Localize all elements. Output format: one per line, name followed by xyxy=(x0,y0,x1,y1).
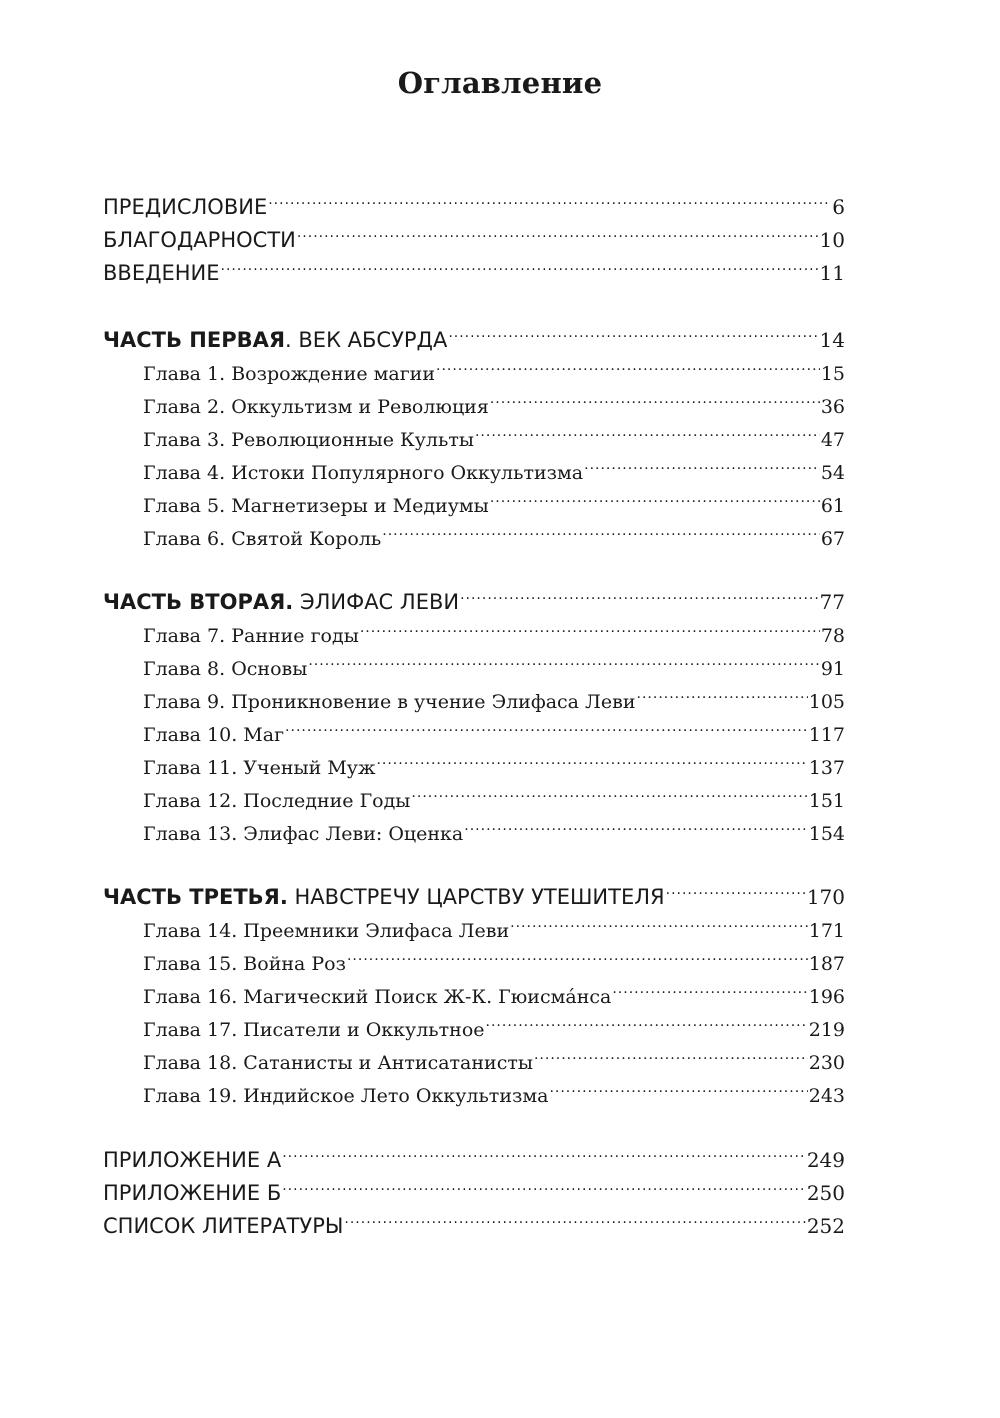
toc-entry-appendix-b[interactable] xyxy=(103,1167,845,1205)
toc-chapter-18[interactable] xyxy=(103,1036,845,1074)
toc-entry-page: 230 xyxy=(808,1052,845,1074)
dot-leader xyxy=(297,214,819,247)
toc-entry-page: 243 xyxy=(808,1085,845,1107)
toc-entry-label: БЛАГОДАРНОСТИ xyxy=(103,228,296,252)
dot-leader xyxy=(347,937,808,970)
toc-chapter-10[interactable] xyxy=(103,708,845,746)
toc-chapter-11[interactable] xyxy=(103,741,845,779)
toc-entry-label: ПРИЛОЖЕНИЕ А xyxy=(103,1148,282,1172)
dot-leader xyxy=(464,807,807,840)
toc-chapter-9[interactable] xyxy=(103,675,845,713)
toc-entry-page: 187 xyxy=(808,953,845,975)
toc-chapter-13[interactable] xyxy=(103,807,845,845)
toc-chapter-4[interactable] xyxy=(103,446,845,484)
dot-leader xyxy=(637,675,808,708)
toc-entry-label: ПРЕДИСЛОВИЕ xyxy=(103,195,268,219)
toc-entry-page: 11 xyxy=(819,261,845,285)
dot-leader xyxy=(666,871,806,904)
toc-part-heading[interactable] xyxy=(103,576,845,614)
part-label: ЧАСТЬ ВТОРАЯ. xyxy=(103,590,294,614)
toc-entry-page: 250 xyxy=(806,1181,845,1205)
dot-leader xyxy=(268,181,831,214)
toc-entry-page: 77 xyxy=(819,590,845,614)
toc-entry-bibliography[interactable] xyxy=(103,1200,845,1238)
toc-entry-page: 54 xyxy=(820,462,845,484)
toc-chapter-1[interactable] xyxy=(103,347,845,385)
dot-leader xyxy=(612,970,807,1003)
dot-leader xyxy=(285,708,808,741)
toc-entry-label: Глава 5. Магнетизеры и Медиумы xyxy=(143,495,489,517)
dot-leader xyxy=(308,642,819,675)
dot-leader xyxy=(448,314,818,347)
toc-entry-page: 196 xyxy=(808,986,845,1008)
toc-entry-label: Глава 2. Оккультизм и Революция xyxy=(143,396,489,418)
toc-entry-label: Глава 14. Преемники Элифаса Леви xyxy=(143,920,510,942)
dot-leader xyxy=(360,609,820,642)
toc-entry-label: Глава 1. Возрождение магии xyxy=(143,363,435,385)
dot-leader xyxy=(490,380,820,413)
toc-entry-page: 47 xyxy=(820,429,845,451)
dot-leader xyxy=(490,479,820,512)
toc-part-1 xyxy=(103,314,845,550)
part-title: ВЕК АБСУРДА xyxy=(298,328,448,352)
toc-chapter-3[interactable] xyxy=(103,413,845,451)
part-title: НАВСТРЕЧУ ЦАРСТВУ УТЕШИТЕЛЯ xyxy=(294,885,665,909)
part-label: ЧАСТЬ ПЕРВАЯ xyxy=(103,328,286,352)
toc-entry-preface[interactable] xyxy=(103,181,845,219)
toc-entry-label: Глава 3. Революционные Культы xyxy=(143,429,474,451)
dot-leader xyxy=(584,446,820,479)
toc-entry-acknowledgements[interactable] xyxy=(103,214,845,252)
toc-entry-introduction[interactable] xyxy=(103,247,845,285)
toc-front-matter xyxy=(103,181,845,285)
dot-leader xyxy=(510,904,808,937)
dot-leader xyxy=(486,1003,808,1036)
toc-entry-page: 15 xyxy=(820,363,845,385)
part-separator: . xyxy=(285,328,299,352)
dot-leader xyxy=(411,774,807,807)
dot-leader xyxy=(282,1167,806,1200)
part-label: ЧАСТЬ ТРЕТЬЯ. xyxy=(103,885,288,909)
toc-entry-label: Глава 17. Писатели и Оккультное xyxy=(143,1019,485,1041)
toc-part-heading[interactable] xyxy=(103,871,845,909)
toc-chapter-5[interactable] xyxy=(103,479,845,517)
toc-chapter-6[interactable] xyxy=(103,512,845,550)
part-title: ЭЛИФАС ЛЕВИ xyxy=(299,590,460,614)
toc-entry-page: 67 xyxy=(820,528,845,550)
dot-leader xyxy=(221,247,819,280)
toc-entry-appendix-a[interactable] xyxy=(103,1134,845,1172)
toc-chapter-17[interactable] xyxy=(103,1003,845,1041)
toc-part-heading[interactable] xyxy=(103,314,845,352)
toc-chapter-14[interactable] xyxy=(103,904,845,942)
toc-entry-label: Глава 18. Сатанисты и Антисатанисты xyxy=(143,1052,533,1074)
toc-entry-page: 137 xyxy=(808,757,845,779)
toc-entry-page: 36 xyxy=(820,396,845,418)
toc-back-matter xyxy=(103,1134,845,1238)
dot-leader xyxy=(376,741,807,774)
toc-entry-page: 14 xyxy=(819,328,845,352)
toc-chapter-12[interactable] xyxy=(103,774,845,812)
toc-entry-label: Глава 9. Проникновение в учение Элифаса Леви xyxy=(143,691,636,713)
toc-entry-page: 151 xyxy=(808,790,845,812)
toc-entry-label: Глава 8. Основы xyxy=(143,658,308,680)
toc-entry-label: Глава 13. Элифас Леви: Оценка xyxy=(143,823,464,845)
toc-entry-page: 154 xyxy=(808,823,845,845)
toc-part-3 xyxy=(103,871,845,1107)
toc-entry-page: 61 xyxy=(820,495,845,517)
toc-entry-label: Глава 15. Война Роз xyxy=(143,953,346,975)
toc-entry-page: 171 xyxy=(808,920,845,942)
toc-chapter-16[interactable] xyxy=(103,970,845,1008)
toc-entry-label: ПРИЛОЖЕНИЕ Б xyxy=(103,1181,282,1205)
toc-entry-page: 117 xyxy=(808,724,845,746)
dot-leader xyxy=(344,1200,805,1233)
dot-leader xyxy=(382,512,820,545)
toc-chapter-7[interactable] xyxy=(103,609,845,647)
toc-entry-page: 252 xyxy=(806,1214,845,1238)
toc-entry-page: 78 xyxy=(820,625,845,647)
toc-entry-label: Глава 6. Святой Король xyxy=(143,528,382,550)
toc-entry-label: Глава 12. Последние Годы xyxy=(143,790,411,812)
toc-entry-page: 6 xyxy=(832,195,845,219)
dot-leader xyxy=(436,347,820,380)
toc-entry-page: 170 xyxy=(806,885,845,909)
toc-entry-page: 219 xyxy=(808,1019,845,1041)
toc-entry-label: СПИСОК ЛИТЕРАТУРЫ xyxy=(103,1214,344,1238)
toc-entry-label: ВВЕДЕНИЕ xyxy=(103,261,220,285)
toc-entry-label: Глава 19. Индийское Лето Оккультизма xyxy=(143,1085,549,1107)
toc-entry-label: Глава 11. Ученый Муж xyxy=(143,757,376,779)
toc-chapter-15[interactable] xyxy=(103,937,845,975)
toc-entry-page: 105 xyxy=(808,691,845,713)
dot-leader xyxy=(534,1036,808,1069)
toc-entry-page: 249 xyxy=(806,1148,845,1172)
toc-chapter-2[interactable] xyxy=(103,380,845,418)
page-title: Оглавление xyxy=(397,66,603,100)
toc-entry-label: Глава 10. Маг xyxy=(143,724,285,746)
toc-entry-page: 91 xyxy=(820,658,845,680)
dot-leader xyxy=(460,576,818,609)
dot-leader xyxy=(475,413,820,446)
dot-leader xyxy=(549,1069,807,1102)
toc-entry-label: Глава 7. Ранние годы xyxy=(143,625,359,647)
toc-chapter-19[interactable] xyxy=(103,1069,845,1107)
toc-part-2 xyxy=(103,576,845,845)
toc-entry-label: Глава 16. Магический Поиск Ж-К. Гюисмáнса xyxy=(143,986,612,1008)
dot-leader xyxy=(282,1134,806,1167)
toc-entry-label: Глава 4. Истоки Популярного Оккультизма xyxy=(143,462,584,484)
toc-chapter-8[interactable] xyxy=(103,642,845,680)
toc-entry-page: 10 xyxy=(819,228,845,252)
